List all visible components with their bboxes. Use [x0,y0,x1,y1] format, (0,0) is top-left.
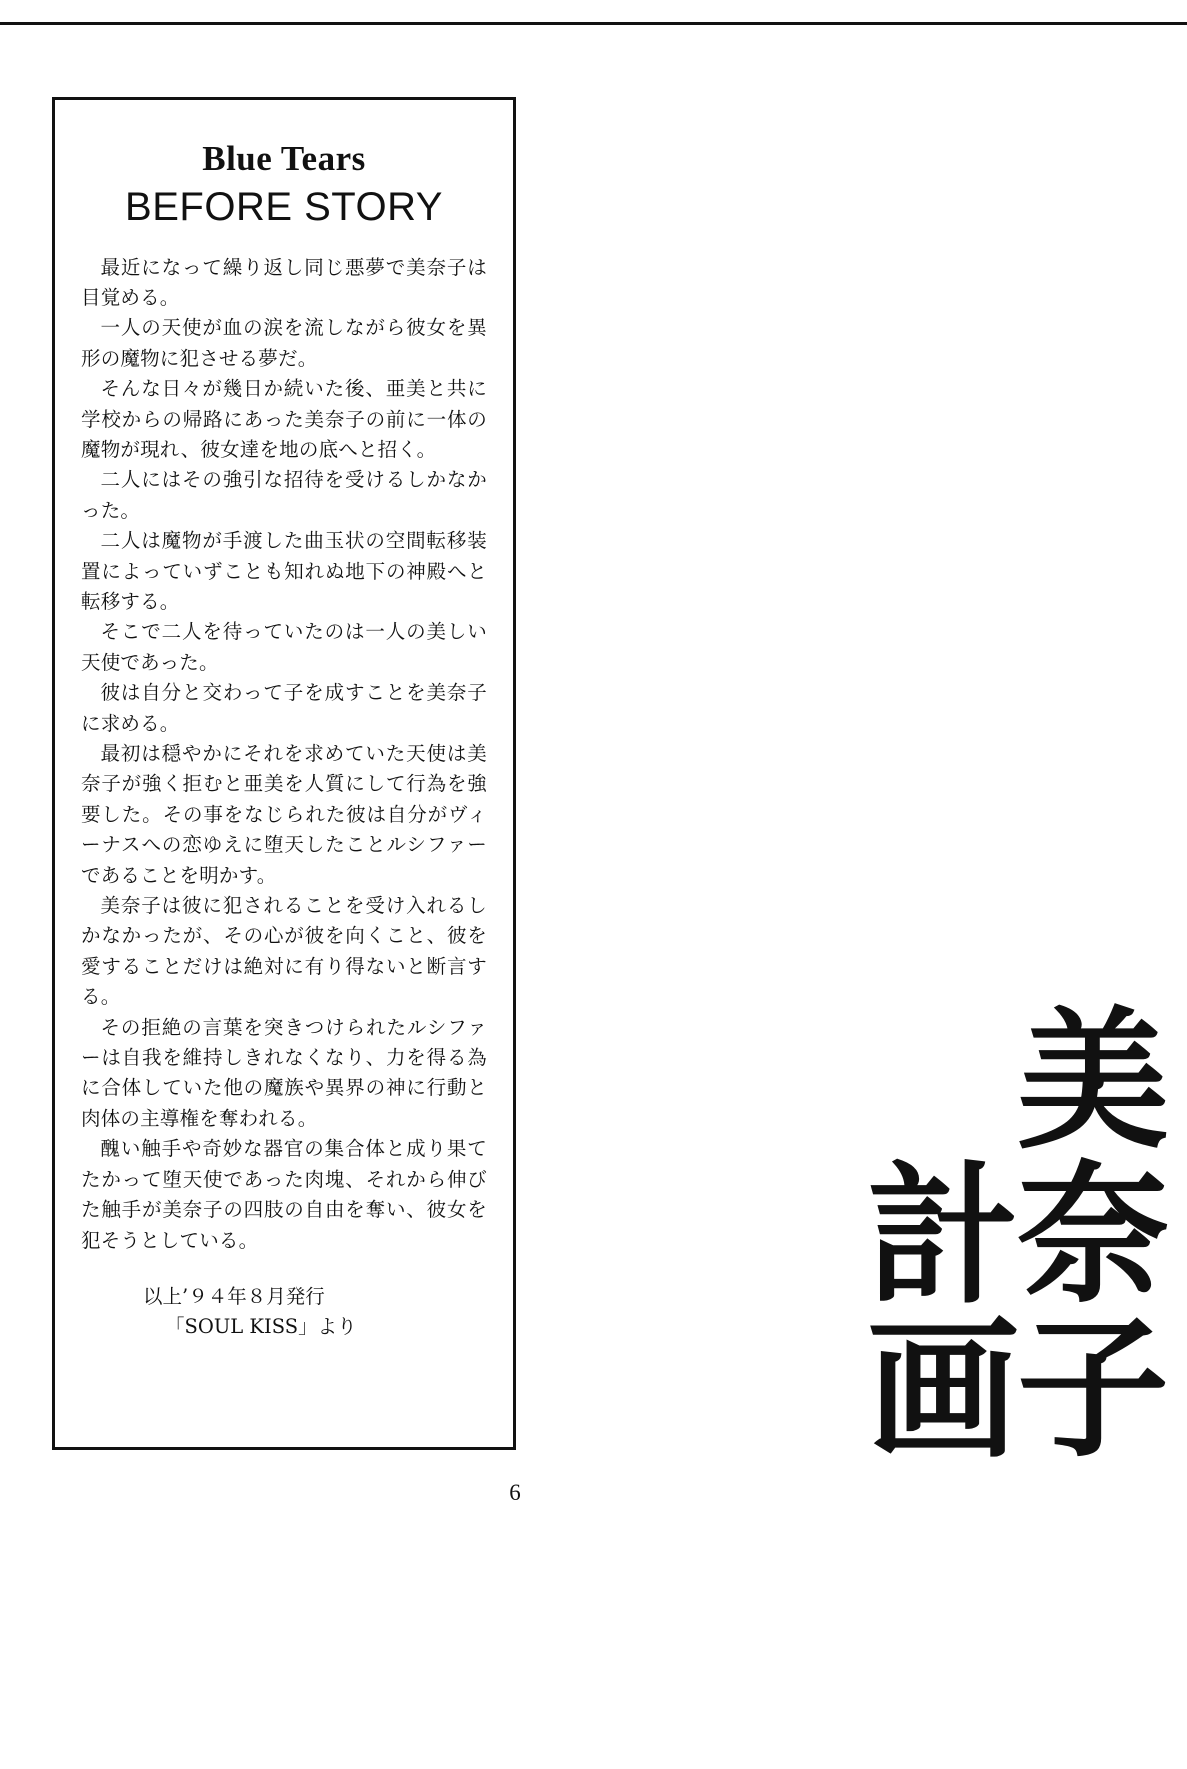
story-frame [52,97,516,1450]
story-colophon [81,1282,487,1342]
story-subtitle: BEFORE STORY [125,184,443,229]
story-paragraph: 美奈子は彼に犯されることを受け入れるしかなかったが、その心が彼を向くこと、彼を愛することだけは絶対に有り得ないと断言する。 [81,894,487,1009]
chapter-title-column-left: 計画 [842,1155,1019,1463]
story-paragraph: 一人の天使が血の涙を流しながら彼女を異形の魔物に犯させる夢だ。 [81,316,487,370]
story-paragraph: そんな日々が幾日か続いた後、亜美と共に学校からの帰路にあった美奈子の前に一体の魔物が現れ、彼女達を地の底へと招く。 [81,377,487,461]
chapter-title-japanese [723,1000,1169,1470]
story-paragraph: 二人にはその強引な招待を受けるしかなかった。 [81,468,487,522]
story-paragraph: そこで二人を待っていたのは一人の美しい天使であった。 [81,620,487,674]
page-number: 6 [509,1480,521,1505]
top-divider-rule [0,22,1187,25]
story-title-english: Blue Tears [202,139,366,178]
story-paragraph: 醜い触手や奇妙な器官の集合体と成り果てたかって堕天使であった肉塊、それから伸びた触手が美奈子の四肢の自由を奪い、彼女を犯そうとしている。 [81,1137,487,1252]
colophon-source-title: 「SOUL KISS」より [165,1315,357,1339]
chapter-title-column-right: 美奈子 [992,1000,1169,1462]
story-paragraph: 最近になって繰り返し同じ悪夢で美奈子は目覚める。 [81,255,487,309]
story-paragraph: 最初は穏やかにそれを求めていた天使は美奈子が強く拒むと亜美を人質にして行為を強要した。その事をなじられた彼は自分がヴィーナスへの恋ゆえに堕天したことルシファーであることを明かす。 [81,742,487,887]
story-paragraph: 彼は自分と交わって子を成すことを美奈子に求める。 [81,681,487,735]
story-body [81,253,487,1256]
story-paragraph: その拒絶の言葉を突きつけられたルシファーは自我を維持しきれなくなり、力を得る為に合体していた他の魔族や異界の神に行動と肉体の主導権を奪われる。 [81,1015,487,1130]
colophon-publication-date: 以上’９４年８月発行 [143,1284,325,1308]
story-content [55,100,513,1342]
story-paragraph: 二人は魔物が手渡した曲玉状の空間転移装置によっていずことも知れぬ地下の神殿へと転移する。 [81,529,487,613]
